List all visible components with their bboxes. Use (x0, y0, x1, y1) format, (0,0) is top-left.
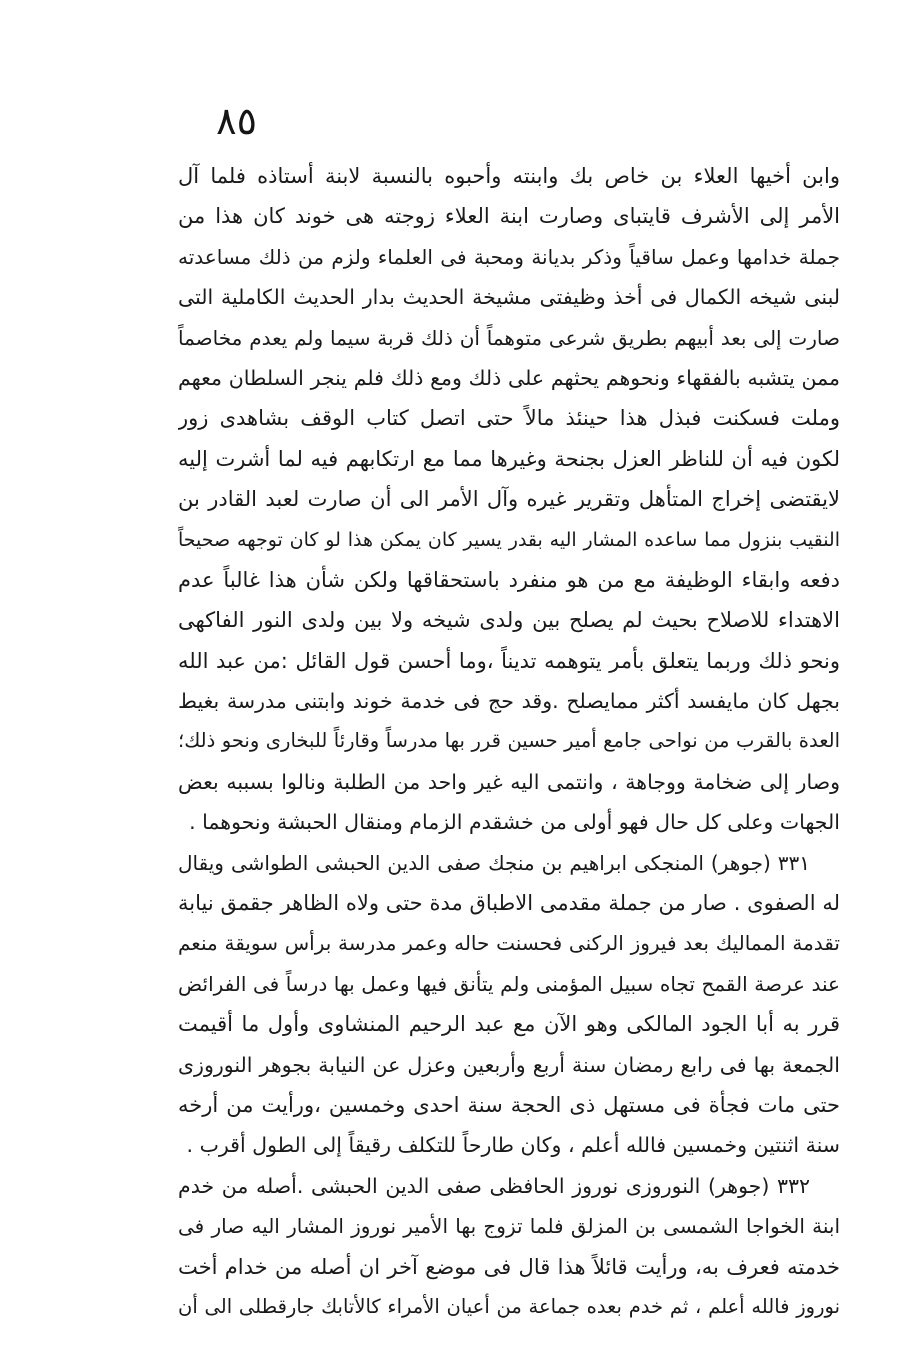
text-line: النقيب بنزول مما ساعده المشار اليه بقدر يسير كان يمكن هذا لو كان توجهه صحيحاً (178, 528, 840, 551)
text-line: دفعه وابقاء الوظيفة مع من هو منفرد باستحقاقها ولكن شأن هذا غالباً عدم (178, 567, 840, 592)
text-line: وابن أخيها العلاء بن خاص بك وابنته وأحبوه بالنسبة لابنة أستاذه فلما آل (178, 164, 840, 188)
text-line: لكون فيه أن للناظر العزل بجنحة وغيرها مما مع ارتكابهم فيه لما أشرت إليه (178, 446, 840, 471)
text-line: خدمته فعرف به، ورأيت قائلاً هذا قال فى موضع آخر ان أصله من خدام أخت (178, 1254, 840, 1279)
text-line: لايقتضى إخراج المتأهل وتقرير غيره وآل الأمر الى أن صارت لعبد القادر بن (178, 487, 840, 512)
text-line: حتى مات فجأة فى مستهل ذى الحجة سنة احدى وخمسين ،ورأيت من أرخه (178, 1092, 840, 1117)
text-line: العدة بالقرب من نواحى جامع أمير حسين قرر بها مدرساً وقارئاً للبخارى ونحو ذلك؛ (178, 729, 840, 753)
text-line: الاهتداء للاصلاح بحيث لم يصلح بين ولدى شيخه ولا بين ولدى النور الفاكهى (178, 608, 840, 633)
text-line: جملة خدامها وعمل ساقياً وذكر بديانة ومحبة فى العلماء ولزم من ذلك مساعدته (178, 244, 840, 269)
text-line: ونحو ذلك وربما يتعلق بأمر يتوهمه تديناً ،وما أحسن قول القائل :من عبد الله (178, 648, 840, 673)
text-line: صارت إلى بعد أبيهم بطريق شرعى متوهماً أن ذلك قربة سيما ولم يعدم مخاصماً (178, 325, 840, 350)
text-line: لبنى شيخه الكمال فى أخذ وظيفتى مشيخة الحديث بدار الحديث الكاملية التى (178, 285, 840, 310)
text-line: وصار إلى ضخامة ووجاهة ، وانتمى اليه غير واحد من الطلبة ونالوا بسببه بعض (178, 769, 840, 794)
text-line: الجهات وعلى كل حال فهو أولى من خشقدم الزمام ومنقال الحبشة ونحوهما . (189, 810, 840, 835)
text-line: الجمعة بها فى رابع رمضان سنة أربع وأربعين وعزل عن النيابة بجوهر النوروزى (178, 1052, 840, 1077)
entry-heading-line: ٣٣٢ (جوهر) النوروزى نوروز الحافظى صفى الدين الحبشى .أصله من خدم (178, 1173, 810, 1198)
page-number: ٨٥ (216, 99, 257, 143)
text-line: نوروز فالله أعلم ، ثم خدم بعده جماعة من أعيان الأمراء كالأتابك جارقطلى الى أن (178, 1294, 840, 1318)
entry-heading-line: ٣٣١ (جوهر) المنجكى ابراهيم بن منجك صفى الدين الحبشى الطواشى ويقال (178, 850, 810, 875)
text-line: الأمر إلى الأشرف قايتباى وصارت ابنة العلاء زوجته هى خوند كان هذا من (178, 204, 840, 229)
text-line: ابنة الخواجا الشمسى بن المزلق فلما تزوج بها الأمير نوروز المشار اليه صار فى (178, 1214, 840, 1239)
text-line: بجهل كان مايفسد أكثر ممايصلح .وقد حج فى خدمة خوند وابتنى مدرسة بغيط (178, 689, 840, 714)
body-text (178, 156, 840, 1327)
text-line: وملت فسكنت فبذل هذا حينئذ مالاً حتى اتصل كتاب الوقف بشاهدى زور (178, 406, 840, 431)
text-line: ممن يتشبه بالفقهاء ونحوهم يحثهم على ذلك ومع ذلك فلم ينجر السلطان معهم (178, 365, 840, 390)
text-line: عند عرصة القمح تجاه سبيل المؤمنى ولم يتأنق فيها وعمل بها درساً فى الفرائض (178, 971, 840, 996)
text-line: قرر به أبا الجود المالكى وهو الآن مع عبد الرحيم المنشاوى وأول ما أقيمت (178, 1012, 840, 1037)
text-line: سنة اثنتين وخمسين فالله أعلم ، وكان طارحاً للتكلف رقيقاً إلى الطول أقرب . (186, 1133, 840, 1158)
text-line: له الصفوى . صار من جملة مقدمى الاطباق مدة حتى ولاه الظاهر جقمق نيابة (178, 891, 840, 916)
text-line: تقدمة المماليك بعد فيروز الركنى فحسنت حاله وعمر مدرسة برأس سويقة منعم (178, 931, 840, 956)
